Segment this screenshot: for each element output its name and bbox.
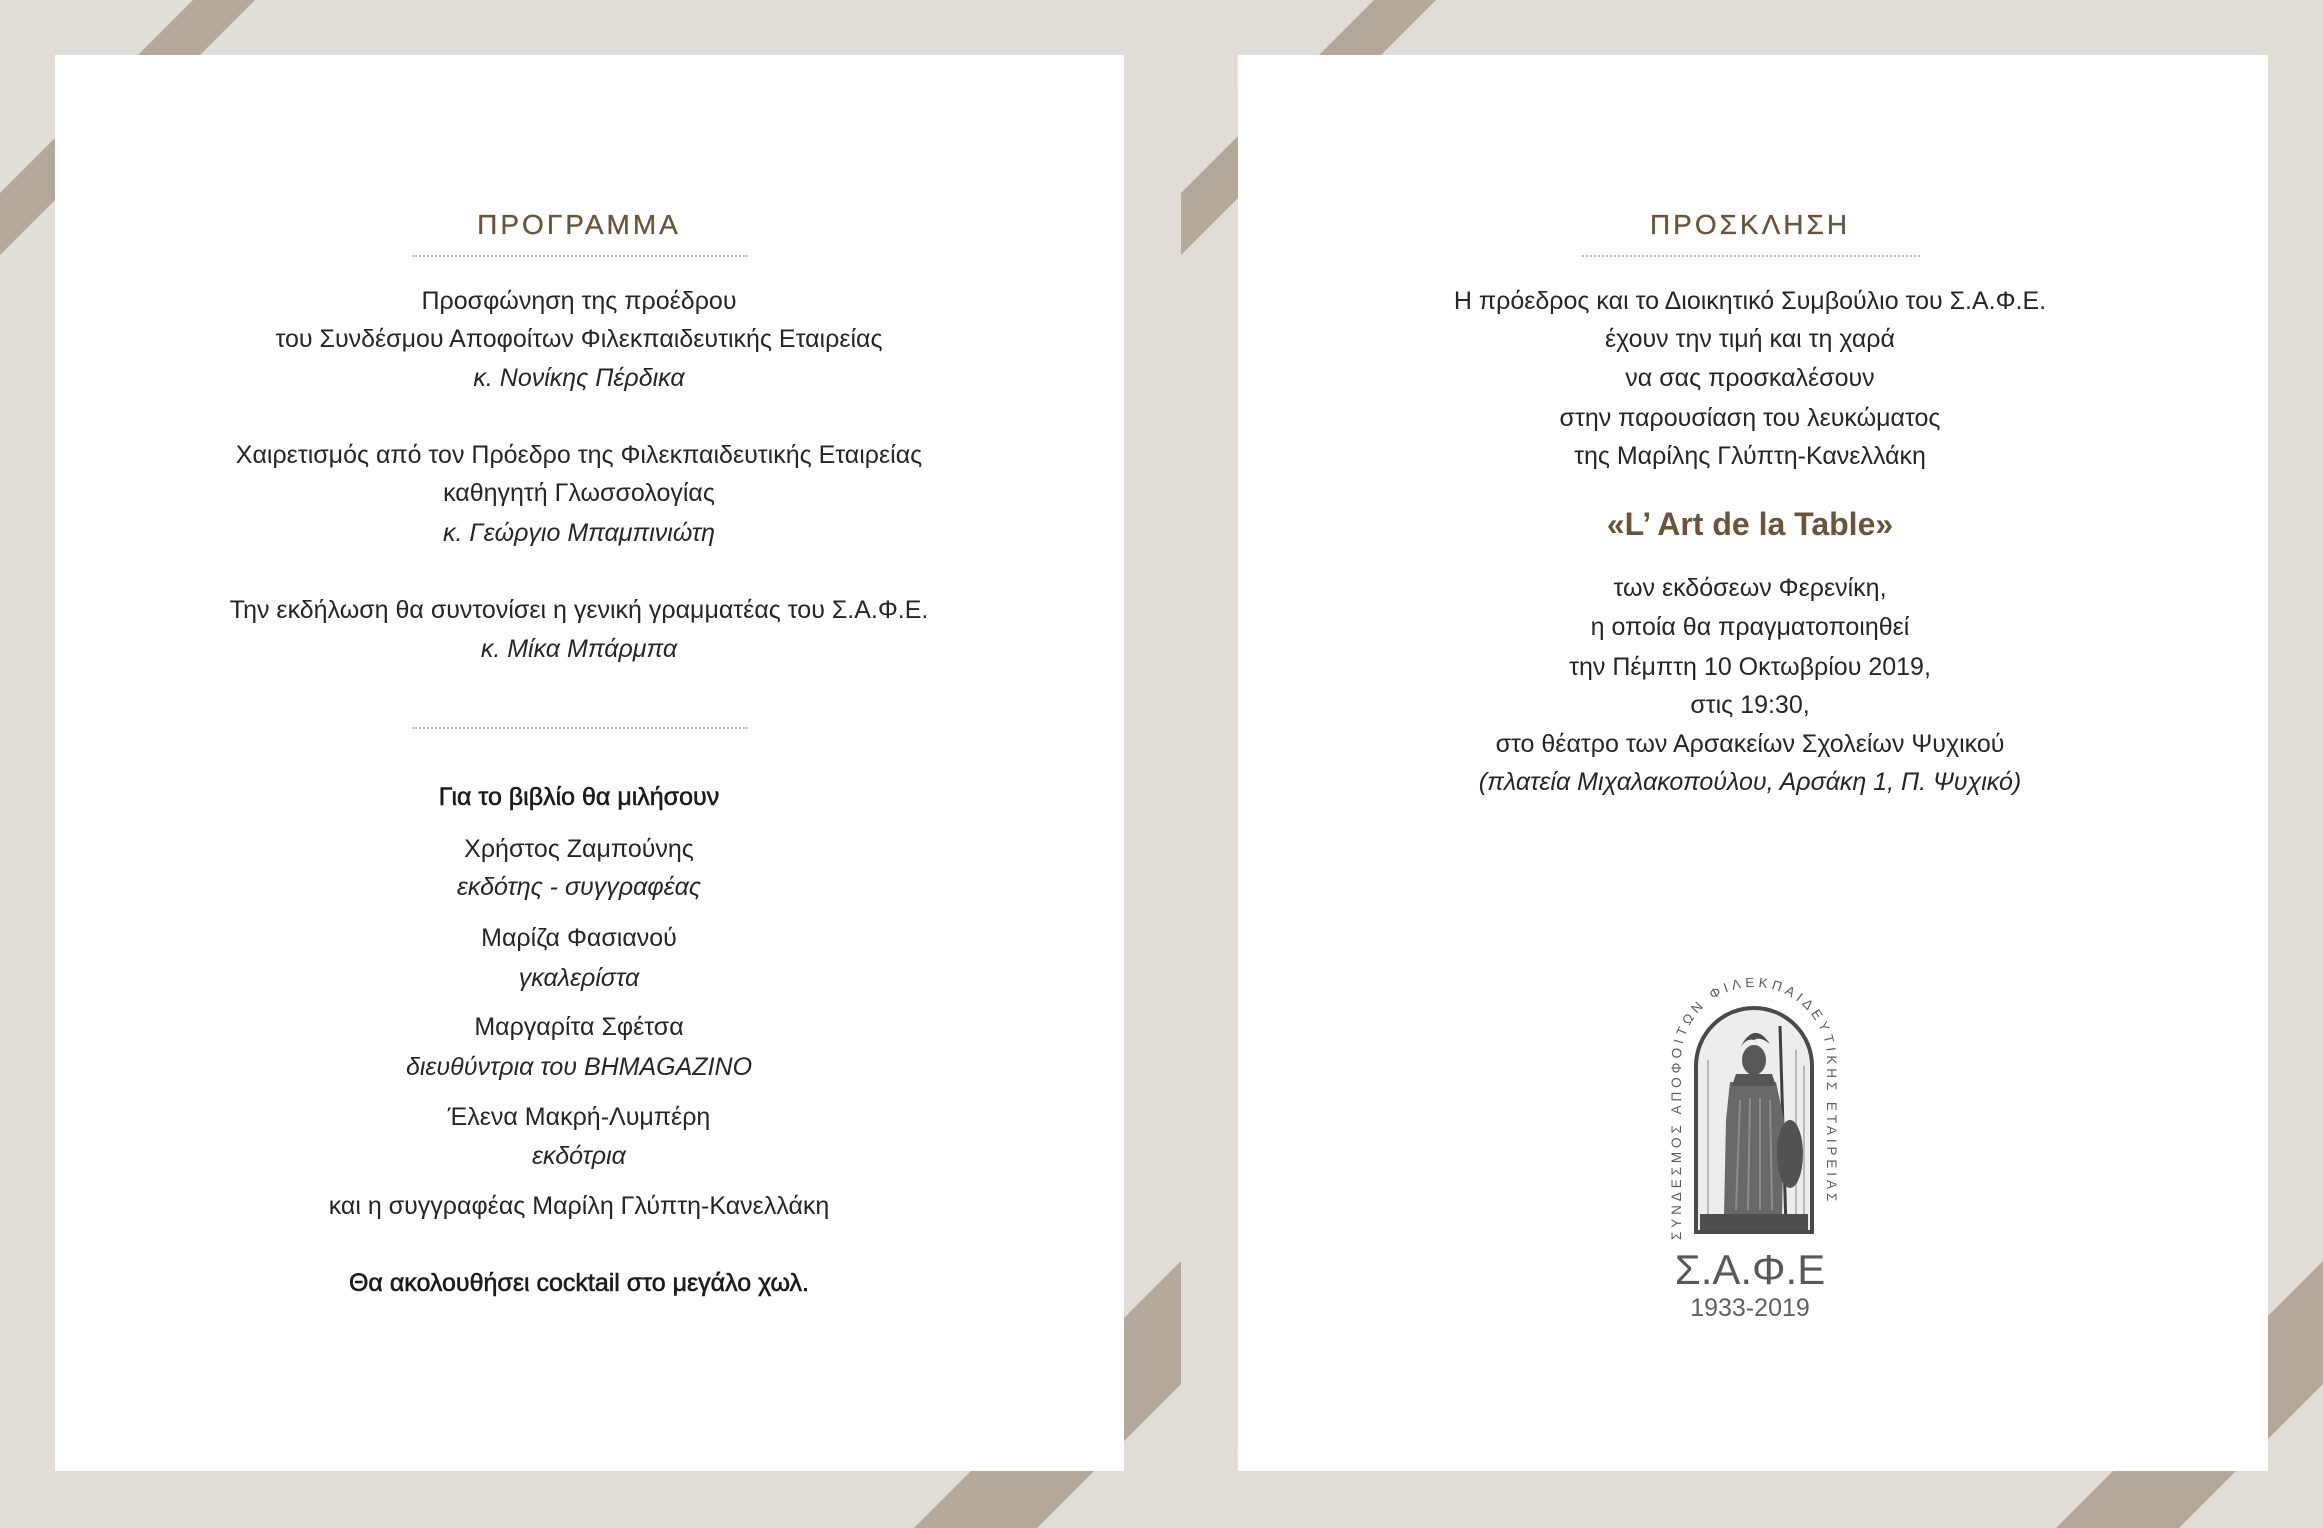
program-card — [55, 55, 1124, 1471]
speaker-name: Χρήστος Ζαμπούνης — [464, 835, 694, 863]
speaker-name: Έλενα Μακρή-Λυμπέρη — [447, 1103, 711, 1131]
program-address-speaker: κ. Νονίκης Πέρδικα — [473, 364, 685, 392]
program-address-line: καθηγητή Γλωσσολογίας — [443, 479, 715, 507]
invitation-intro-line: Η πρόεδρος και το Διοικητικό Συμβούλιο του Σ.Α.Φ.Ε. — [1453, 287, 2047, 315]
invitation-intro-line: έχουν την τιμή και τη χαρά — [1605, 325, 1895, 353]
program-address-line: Προσφώνηση της προέδρου — [421, 287, 737, 315]
invitation-venue-address: (πλατεία Μιχαλακοπούλου, Αρσάκη 1, Π. Ψυχικό) — [1478, 768, 2022, 796]
invitation-card — [1238, 55, 2268, 1471]
program-address-speaker: κ. Γεώργιο Μπαμπινιώτη — [442, 519, 715, 547]
program-address-line: του Συνδέσμου Αποφοίτων Φιλεκπαιδευτικής Εταιρείας — [275, 325, 883, 353]
program-address-speaker: κ. Μίκα Μπάρμπα — [480, 635, 678, 663]
title-divider — [1582, 255, 1920, 257]
speaker-role: εκδότρια — [532, 1142, 626, 1170]
invitation-detail-line: η οποία θα πραγματοποιηθεί — [1590, 613, 1910, 641]
book-title: «L’ Art de la Table» — [1606, 506, 1894, 542]
invitation-title: ΠΡΟΣΚΛΗΣΗ — [1649, 209, 1851, 240]
title-divider — [412, 255, 748, 257]
speaker-name: Μαργαρίτα Σφέτσα — [474, 1013, 684, 1041]
invitation-time: στις 19:30, — [1690, 691, 1810, 719]
speaker-name: Μαρίζα Φασιανού — [481, 924, 677, 952]
closing-note: Θα ακολουθήσει cocktail στο μεγάλο χωλ. — [348, 1269, 810, 1297]
section-divider — [412, 727, 748, 729]
invitation-intro-line: στην παρουσίαση του λευκώματος — [1559, 404, 1941, 432]
invitation-detail-line: των εκδόσεων Φερενίκη, — [1613, 574, 1887, 602]
speakers-heading: Για το βιβλίο θα μιλήσουν — [438, 783, 720, 811]
speaker-role: διευθύντρια του ΒΗΜAGAZINO — [405, 1053, 753, 1081]
logo-acronym: Σ.Α.Φ.Ε — [1674, 1246, 1826, 1293]
invitation-intro-line: να σας προσκαλέσουν — [1625, 364, 1875, 392]
speaker-role: γκαλερίστα — [518, 964, 640, 992]
athena-statue-emblem-icon — [1664, 970, 1844, 1242]
logo-arch-text: ΣΥΝΔΕΣΜΟΣ ΑΠΟΦΟΙΤΩΝ ΦΙΛΕΚΠΑΙΔΕΥΤΙΚΗΣ ΕΤΑΙΡΕΙΑΣ — [1668, 974, 1839, 1240]
invitation-venue: στο θέατρο των Αρσακείων Σχολείων Ψυχικού — [1495, 730, 2005, 758]
program-address-line: Την εκδήλωση θα συντονίσει η γενική γραμματέας του Σ.Α.Φ.Ε. — [229, 596, 929, 624]
speaker-role: εκδότης - συγγραφέας — [456, 873, 702, 901]
program-title: ΠΡΟΓΡΑΜΜΑ — [477, 209, 681, 240]
program-address-line: Χαιρετισμός από τον Πρόεδρο της Φιλεκπαιδευτικής Εταιρείας — [235, 441, 923, 469]
logo-years: 1933-2019 — [1690, 1294, 1810, 1322]
author-line: και η συγγραφέας Μαρίλη Γλύπτη-Κανελλάκη — [328, 1192, 830, 1220]
invitation-date: την Πέμπτη 10 Οκτωβρίου 2019, — [1569, 653, 1931, 681]
invitation-intro-line: της Μαρίλης Γλύπτη-Κανελλάκη — [1574, 442, 1926, 470]
